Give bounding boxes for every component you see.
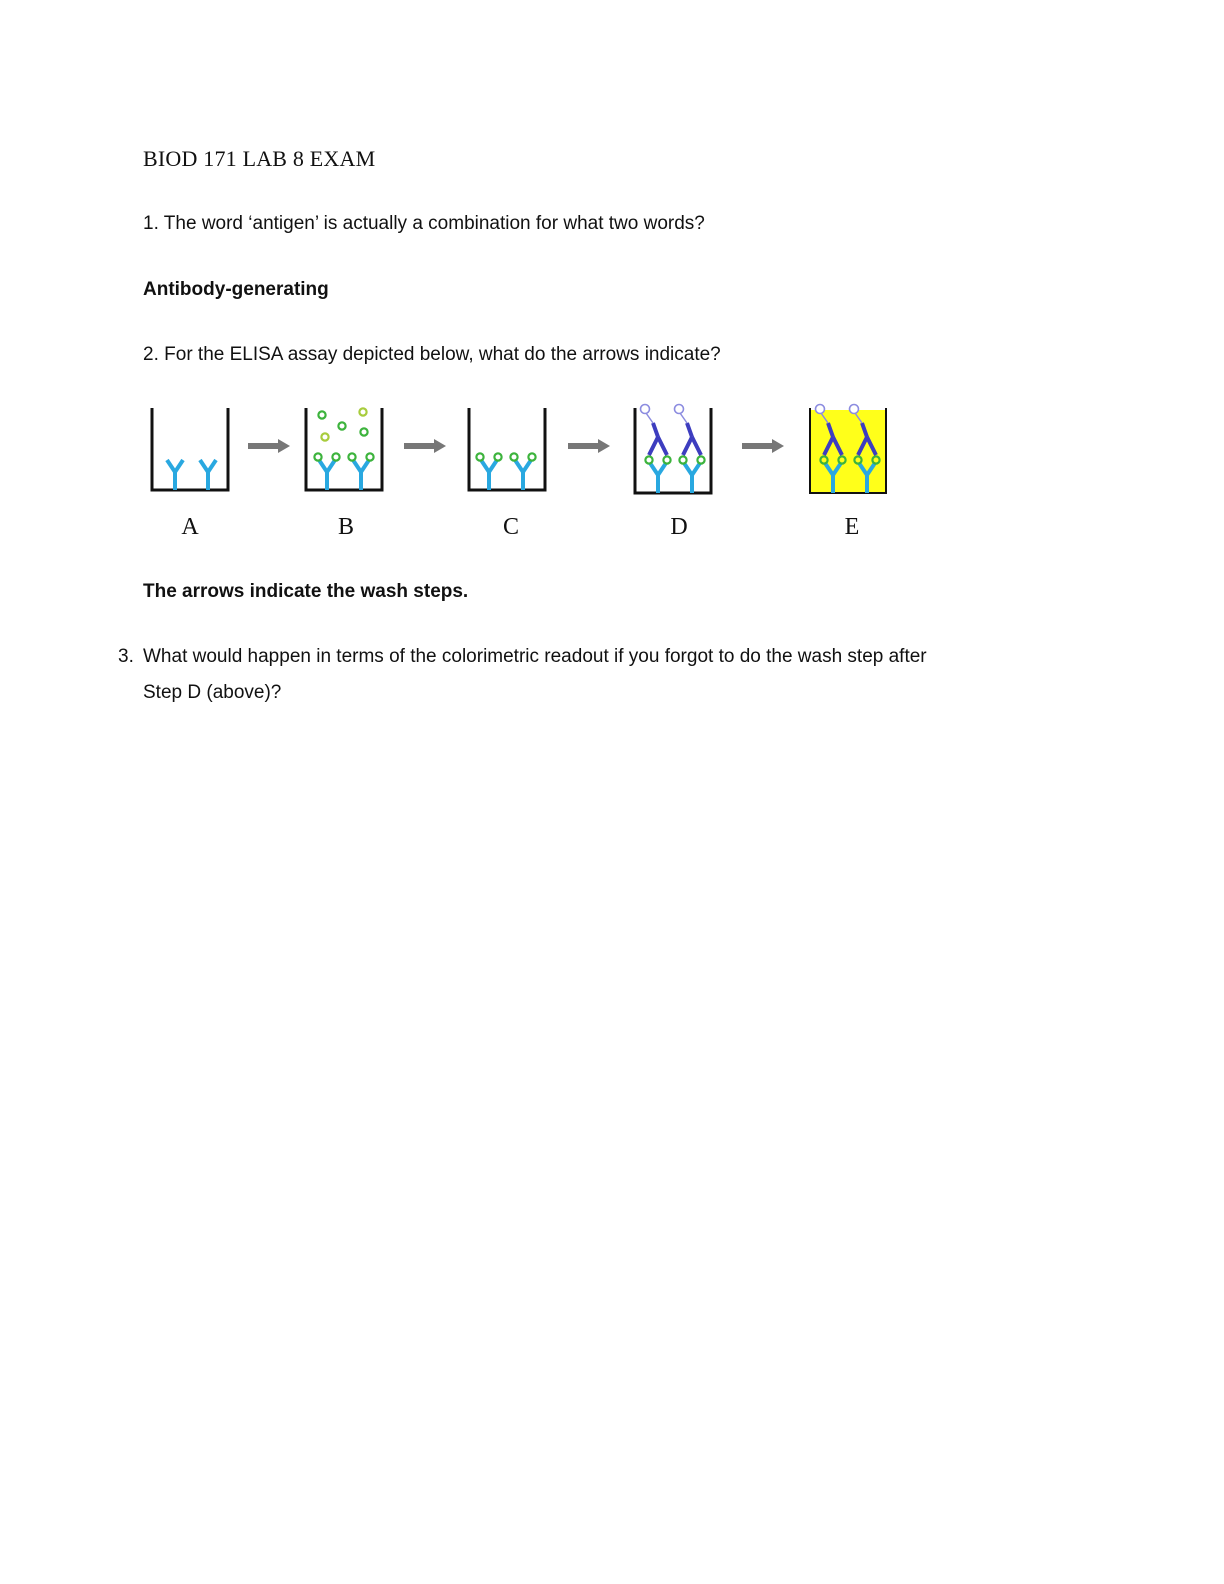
step-label-c: C xyxy=(502,514,520,540)
question-2 xyxy=(143,344,721,366)
wash-arrow-4 xyxy=(742,439,784,453)
well-c xyxy=(469,408,545,490)
answer-1: Antibody-generating xyxy=(143,279,329,300)
free-antigen xyxy=(338,422,345,429)
well-a xyxy=(152,408,228,490)
wash-arrow-2 xyxy=(404,439,446,453)
question-1-text: The word ‘antigen’ is actually a combination for what two words? xyxy=(163,213,705,234)
question-2-number: 2. xyxy=(143,344,159,365)
question-1-number: 1. xyxy=(143,213,159,234)
wash-arrow-1 xyxy=(248,439,290,453)
question-2-text: For the ELISA assay depicted below, what do the arrows indicate? xyxy=(164,344,721,365)
elisa-diagram xyxy=(140,398,900,548)
step-label-b: B xyxy=(337,514,355,540)
free-antigen xyxy=(318,411,325,418)
well-d xyxy=(635,405,711,494)
well-b xyxy=(306,408,382,490)
page-title: BIOD 171 LAB 8 EXAM xyxy=(143,146,376,171)
question-3-text-line-2: Step D (above)? xyxy=(143,682,282,703)
free-antigen xyxy=(321,433,328,440)
question-3-number: 3. xyxy=(118,646,134,667)
well-e xyxy=(810,405,886,494)
free-antigen xyxy=(359,408,366,415)
step-label-e: E xyxy=(844,514,860,540)
question-3-text-line-1: What would happen in terms of the colorimetric readout if you forgot to do the wash step after xyxy=(143,646,927,667)
wash-arrow-3 xyxy=(568,439,610,453)
step-label-d: D xyxy=(670,514,688,540)
step-label-a: A xyxy=(181,514,199,540)
question-1 xyxy=(143,213,705,235)
free-antigen xyxy=(360,428,367,435)
answer-2: The arrows indicate the wash steps. xyxy=(143,581,469,602)
